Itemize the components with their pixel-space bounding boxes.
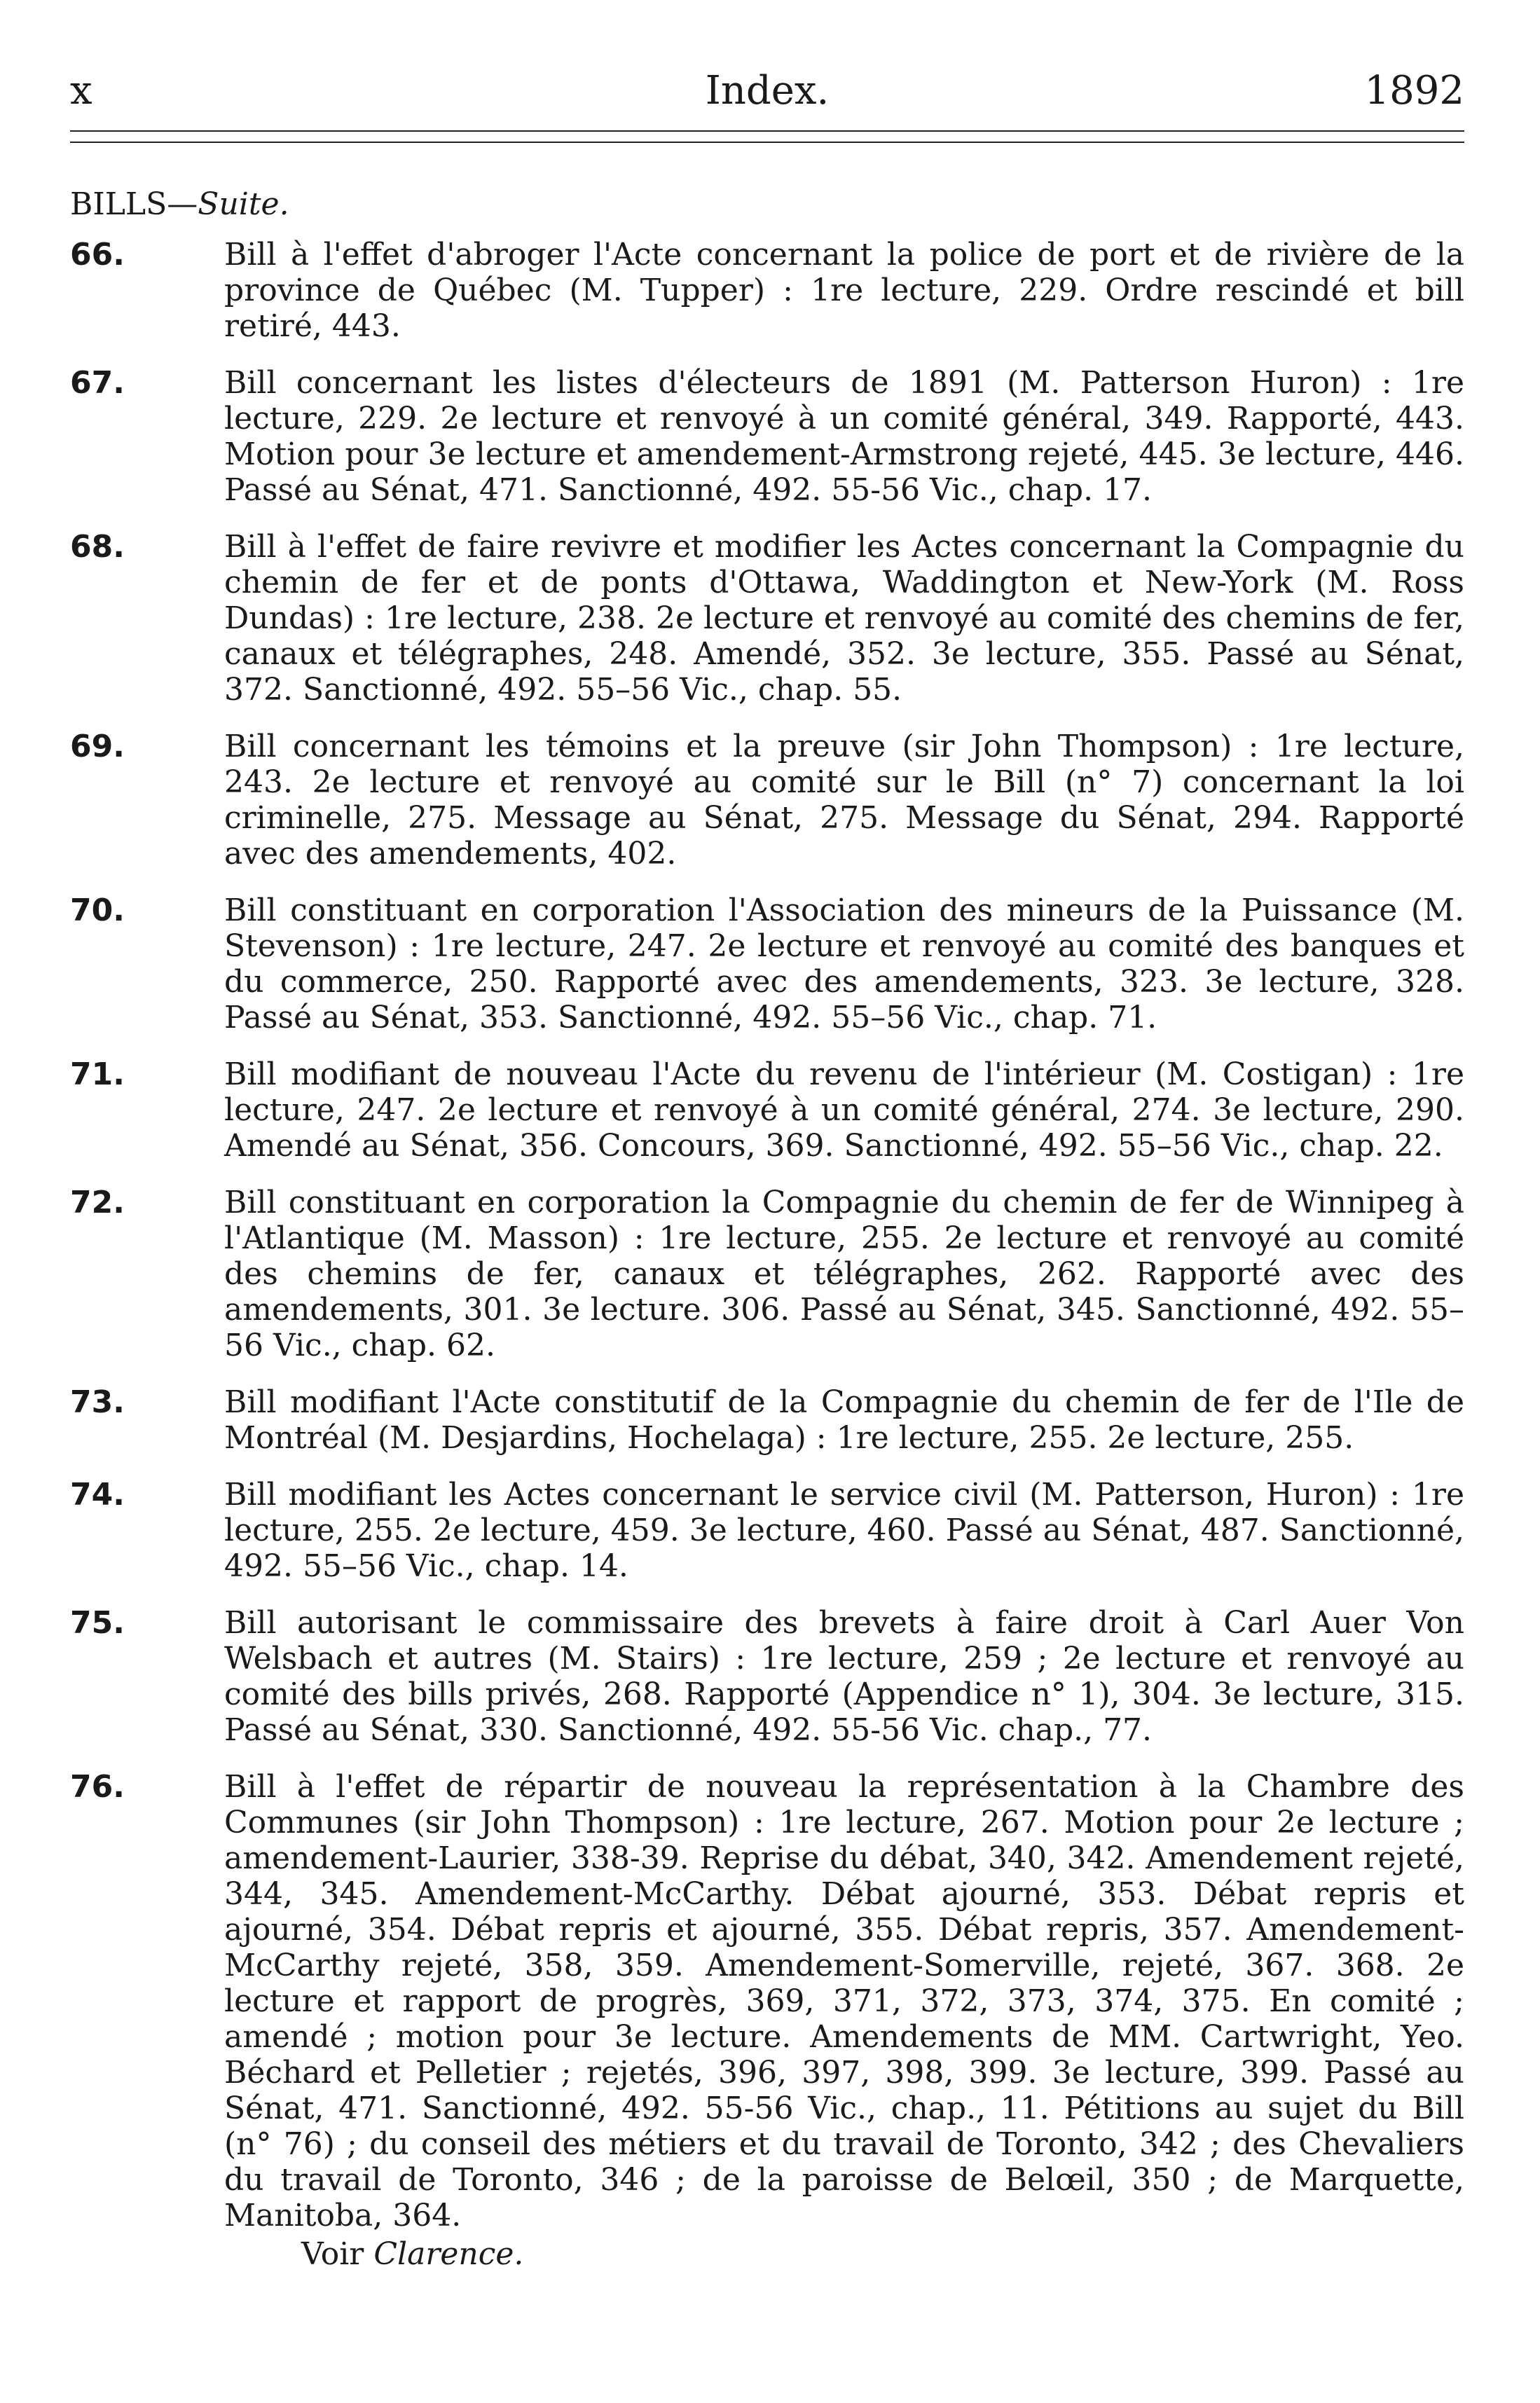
entry-number: 72. (70, 1185, 125, 1220)
page-header (70, 63, 1464, 128)
entry-number: 73. (70, 1384, 125, 1420)
entry-text: Bill concernant les listes d'électeurs de 1891 (M. Patterson Huron) : 1re lecture, 229. 2e lecture et renvoyé à un comité général, 349. Rapporté, 443. Motion pour 3e lecture et amendement-Armstrong rejeté, 445. 3e lecture, 446. Passé au Sénat, 471. Sanctionné, 492. 55-56 Vic., chap. 17. (224, 365, 1464, 508)
page-number-roman: x (70, 68, 92, 113)
index-entry (70, 365, 1464, 508)
page-year: 1892 (1364, 68, 1464, 113)
index-entry (70, 1056, 1464, 1164)
entry-text: Bill constituant en corporation la Compagnie du chemin de fer de Winnipeg à l'Atlantique (M. Masson) : 1re lecture, 255. 2e lecture et renvoyé au comité des chemins de fer, canaux et télégraphes, 262. Rapporté avec des amendements, 301. 3e lecture. 306. Passé au Sénat, 345. Sanctionné, 492. 55–56 Vic., chap. 62. (224, 1185, 1464, 1363)
index-entry (70, 1605, 1464, 1748)
entry-text: Bill modifiant de nouveau l'Acte du revenu de l'intérieur (M. Costigan) : 1re lecture, 247. 2e lecture et renvoyé à un comité général, 274. 3e lecture, 290. Amendé au Sénat, 356. Concours, 369. Sanctionné, 492. 55–56 Vic., chap. 22. (224, 1056, 1464, 1164)
entry-number: 75. (70, 1605, 125, 1641)
index-entry (70, 1384, 1464, 1456)
index-entry (70, 529, 1464, 708)
header-double-rule (70, 130, 1464, 143)
see-also-target: Clarence. (373, 2236, 524, 2272)
index-entry (70, 1477, 1464, 1584)
index-entry (70, 729, 1464, 872)
section-label-suffix: Suite. (198, 186, 289, 222)
entry-number: 67. (70, 365, 125, 401)
entry-text: Bill concernant les témoins et la preuve (sir John Thompson) : 1re lecture, 243. 2e lecture et renvoyé au comité sur le Bill (n° 7) concernant la loi criminelle, 275. Message au Sénat, 275. Message du Sénat, 294. Rapporté avec des amendements, 402. (224, 729, 1464, 872)
section-heading (70, 185, 1464, 224)
see-also-prefix: Voir (301, 2236, 364, 2272)
entry-number: 71. (70, 1056, 125, 1092)
entry-number: 68. (70, 529, 125, 565)
entry-text: Bill à l'effet de répartir de nouveau la représentation à la Chambre des Communes (sir John Thompson) : 1re lecture, 267. Motion pour 2e lecture ; amendement-Laurier, 338-39. Reprise du débat, 340, 342. Amendement rejeté, 344, 345. Amendement-McCarthy. Débat ajourné, 353. Débat repris et ajourné, 354. Débat repris et ajourné, 355. Débat repris, 357. Amendement-McCarthy rejeté, 358, 359. Amendement-Somerville, rejeté, 367. 368. 2e lecture et rapport de progrès, 369, 371, 372, 373, 374, 375. En comité ; amendé ; motion pour 3e lecture. Amendements de MM. Cartwright, Yeo. Béchard et Pelletier ; rejetés, 396, 397, 398, 399. 3e lecture, 399. Passé au Sénat, 471. Sanctionné, 492. 55-56 Vic., chap., 11. Pétitions au sujet du Bill (n° 76) ; du conseil des métiers et du travail de Toronto, 342 ; des Chevaliers du travail de Toronto, 346 ; de la paroisse de Belœil, 350 ; de Marquette, Manitoba, 364. (224, 1769, 1464, 2233)
index-entry (70, 237, 1464, 344)
index-page (70, 63, 1464, 2272)
page-title: Index. (705, 68, 830, 113)
section-label: BILLS— (70, 186, 198, 222)
entry-text: Bill à l'effet d'abroger l'Acte concernant la police de port et de rivière de la province de Québec (M. Tupper) : 1re lecture, 229. Ordre rescindé et bill retiré, 443. (224, 237, 1464, 344)
see-also-reference (70, 2236, 1464, 2272)
index-entry (70, 893, 1464, 1035)
entry-text: Bill à l'effet de faire revivre et modifier les Actes concernant la Compagnie du chemin de fer et de ponts d'Ottawa, Waddington et New-York (M. Ross Dundas) : 1re lecture, 238. 2e lecture et renvoyé au comité des chemins de fer, canaux et télégraphes, 248. Amendé, 352. 3e lecture, 355. Passé au Sénat, 372. Sanctionné, 492. 55–56 Vic., chap. 55. (224, 529, 1464, 708)
index-entry (70, 1185, 1464, 1363)
entry-number: 66. (70, 237, 125, 273)
entry-text: Bill modifiant l'Acte constitutif de la Compagnie du chemin de fer de l'Ile de Montréal (M. Desjardins, Hochelaga) : 1re lecture, 255. 2e lecture, 255. (224, 1384, 1464, 1456)
entry-number: 69. (70, 729, 125, 764)
entry-number: 76. (70, 1769, 125, 1805)
entry-number: 74. (70, 1477, 125, 1513)
entry-text: Bill modifiant les Actes concernant le service civil (M. Patterson, Huron) : 1re lecture, 255. 2e lecture, 459. 3e lecture, 460. Passé au Sénat, 487. Sanctionné, 492. 55–56 Vic., chap. 14. (224, 1477, 1464, 1584)
entry-text: Bill autorisant le commissaire des brevets à faire droit à Carl Auer Von Welsbach et autres (M. Stairs) : 1re lecture, 259 ; 2e lecture et renvoyé au comité des bills privés, 268. Rapporté (Appendice n° 1), 304. 3e lecture, 315. Passé au Sénat, 330. Sanctionné, 492. 55-56 Vic. chap., 77. (224, 1605, 1464, 1748)
index-entry (70, 1769, 1464, 2233)
entry-list (70, 237, 1464, 2233)
entry-text: Bill constituant en corporation l'Association des mineurs de la Puissance (M. Stevenson) : 1re lecture, 247. 2e lecture et renvoyé au comité des banques et du commerce, 250. Rapporté avec des amendements, 323. 3e lecture, 328. Passé au Sénat, 353. Sanctionné, 492. 55–56 Vic., chap. 71. (224, 893, 1464, 1035)
entry-number: 70. (70, 893, 125, 928)
